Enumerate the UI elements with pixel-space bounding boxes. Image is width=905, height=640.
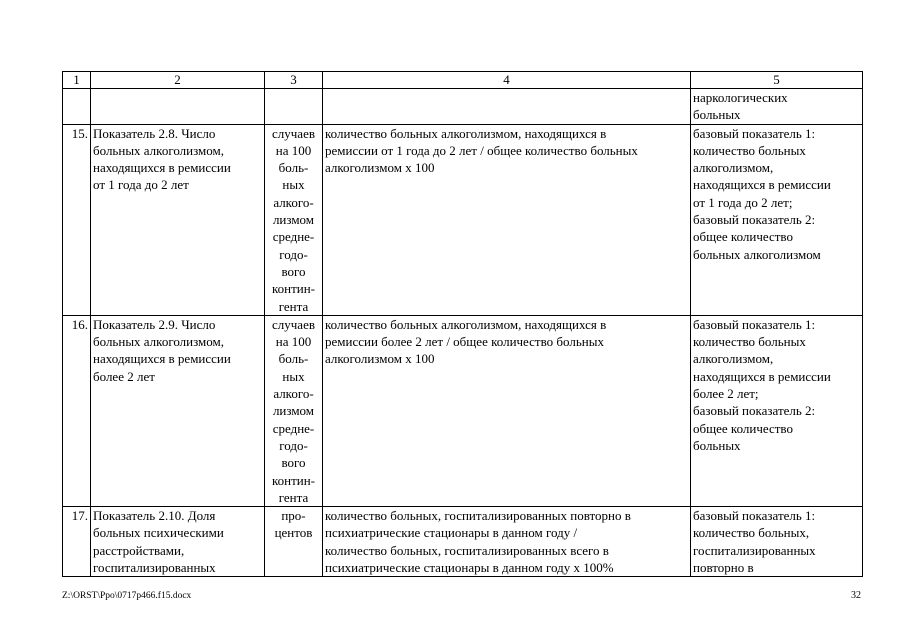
text-line: центов (274, 525, 313, 541)
text-line: базовый показатель 2: (693, 403, 816, 419)
text-line: Показатель 2.10. Доля (93, 508, 216, 524)
text-line: на 100 (275, 334, 312, 350)
text-line: общее количество (693, 420, 793, 436)
text-line: более 2 лет (93, 368, 155, 384)
indicators-table (62, 71, 863, 577)
text-line: годо- (279, 246, 308, 262)
row-number: 17. (63, 507, 91, 577)
text-line: находящихся в ремиссии (93, 160, 231, 176)
text-line: находящихся в ремиссии (93, 351, 231, 367)
header-row (63, 72, 863, 89)
text-line: от 1 года до 2 лет (93, 177, 189, 193)
column-number-3: 3 (265, 72, 323, 89)
text-line: базовый показатель 1: (693, 316, 816, 332)
text-line: алкоголизмом x 100 (325, 160, 435, 176)
cell-base (691, 124, 863, 315)
column-number-1: 1 (63, 72, 91, 89)
cell-base (691, 507, 863, 577)
text-line: больных психическими (93, 525, 224, 541)
cell-unit (265, 315, 323, 506)
text-line: случаев (272, 316, 315, 332)
page-number: 32 (851, 590, 861, 601)
text-line: расстройствами, (93, 542, 185, 558)
text-line: больных алкоголизмом, (93, 334, 225, 350)
text-line: лизмом (272, 403, 315, 419)
cell-unit (265, 124, 323, 315)
text-line: количество больных алкоголизмом, находящихся в (325, 125, 607, 141)
continuation-row (63, 89, 863, 125)
text-line: базовый показатель 2: (693, 212, 816, 228)
text-line: годо- (279, 437, 308, 453)
text-line: количество больных, (693, 525, 810, 541)
text-line: общее количество (693, 229, 793, 245)
text-line: контин- (271, 281, 316, 297)
text-line: алкого- (273, 386, 314, 402)
text-line: ных (282, 177, 305, 193)
text-line: алкоголизмом, (693, 160, 774, 176)
cell-indicator (91, 124, 265, 315)
text-line: алкоголизмом x 100 (325, 351, 435, 367)
text-line: контин- (271, 472, 316, 488)
text-line: количество больных (693, 142, 806, 158)
text-line: количество больных, госпитализированных повторно в (325, 508, 631, 524)
cell-number (63, 89, 91, 125)
cell-indicator (91, 89, 265, 125)
cell-base (691, 315, 863, 506)
text-line: гента (278, 489, 309, 505)
text-line: находящихся в ремиссии (693, 368, 831, 384)
text-line: находящихся в ремиссии (693, 177, 831, 193)
column-number-4: 4 (323, 72, 691, 89)
text-line: наркологических (693, 90, 788, 105)
text-line: вого (281, 263, 306, 279)
cell-unit (265, 89, 323, 125)
cell-formula (323, 89, 691, 125)
text-line: Показатель 2.9. Число (93, 316, 216, 332)
table-row (63, 507, 863, 577)
text-line: средне- (272, 420, 315, 436)
text-line: количество больных алкоголизмом, находящихся в (325, 316, 607, 332)
cell-base (691, 89, 863, 125)
text-line: больных алкоголизмом, (93, 142, 225, 158)
column-number-5: 5 (691, 72, 863, 89)
text-line: базовый показатель 1: (693, 508, 816, 524)
text-line: ных (282, 368, 305, 384)
text-line: алкого- (273, 194, 314, 210)
text-line: боль- (278, 351, 309, 367)
text-line: базовый показатель 1: (693, 125, 816, 141)
text-line: количество больных (693, 334, 806, 350)
text-line: более 2 лет; (693, 386, 759, 402)
footer-file-path: Z:\ORST\Ppo\0717p466.f15.docx (62, 591, 192, 601)
text-line: Показатель 2.8. Число (93, 125, 216, 141)
text-line: больных (693, 437, 741, 453)
text-line: количество больных, госпитализированных всего в (325, 542, 609, 558)
cell-formula (323, 315, 691, 506)
text-line: про- (281, 508, 306, 524)
row-number: 15. (63, 124, 91, 315)
text-line: госпитализированных (93, 560, 216, 576)
text-line: больных алкоголизмом (693, 246, 821, 262)
table-row (63, 315, 863, 506)
text-line: ремиссии от 1 года до 2 лет / общее количество больных (325, 142, 638, 158)
text-line: лизмом (272, 212, 315, 228)
cell-indicator (91, 507, 265, 577)
text-line: психиатрические стационары в данном году / (325, 525, 578, 541)
cell-unit (265, 507, 323, 577)
text-line: боль- (278, 160, 309, 176)
text-line: ремиссии более 2 лет / общее количество больных (325, 334, 604, 350)
cell-formula (323, 124, 691, 315)
row-number: 16. (63, 315, 91, 506)
table-row (63, 124, 863, 315)
text-line: алкоголизмом, (693, 351, 774, 367)
text-line: вого (281, 455, 306, 471)
text-line: повторно в (693, 560, 754, 576)
text-line: от 1 года до 2 лет; (693, 194, 793, 210)
text-line: госпитализированных (693, 542, 816, 558)
cell-formula (323, 507, 691, 577)
text-line: случаев (272, 125, 315, 141)
column-number-2: 2 (91, 72, 265, 89)
text-line: на 100 (275, 142, 312, 158)
cell-indicator (91, 315, 265, 506)
text-line: больных (693, 107, 741, 123)
text-line: средне- (272, 229, 315, 245)
text-line: психиатрические стационары в данном году x 100% (325, 560, 614, 576)
text-line: гента (278, 298, 309, 314)
